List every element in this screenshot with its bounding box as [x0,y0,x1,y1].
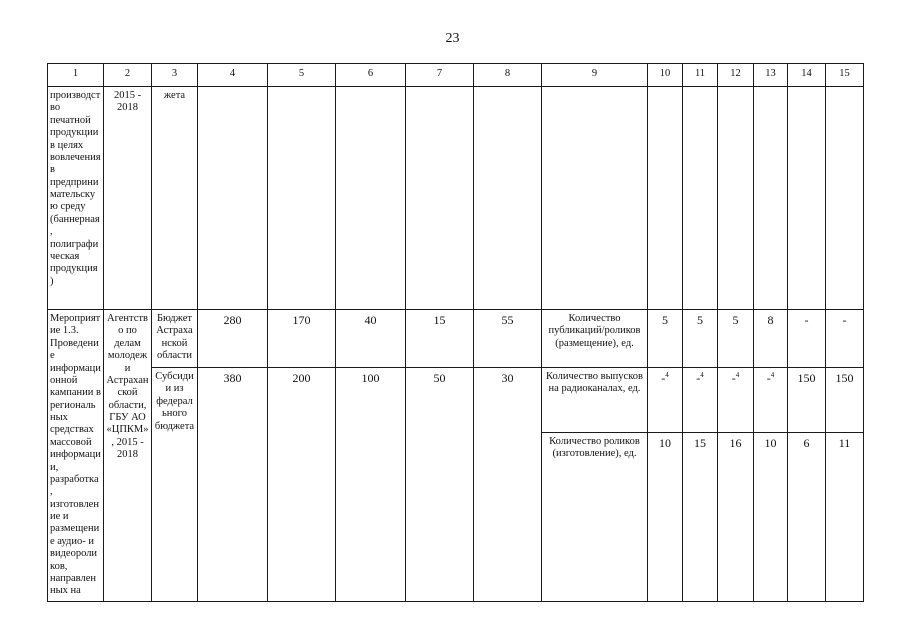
header-cell: 9 [542,64,648,87]
header-cell: 2 [104,64,152,87]
indicator-value-cell: 10 [648,432,683,601]
header-cell: 6 [336,64,406,87]
empty-cell [648,87,683,310]
value-cell: 15 [406,310,474,368]
table-row [48,87,864,310]
indicator-value-cell: 5 [718,310,754,368]
empty-cell [718,87,754,310]
indicator-name-cell: Количество выпусков на радиоканалах, ед. [542,368,648,433]
header-cell: 8 [474,64,542,87]
executor-period-cell: 2015 - 2018 [104,87,152,310]
indicator-name-cell: Количество роликов (изготовление), ед. [542,432,648,601]
footnote-mark: 4 [770,371,775,379]
header-cell: 3 [152,64,198,87]
indicator-value-cell: 15 [683,432,718,601]
value-cell: 170 [268,310,336,368]
footnote-mark: 4 [735,371,740,379]
indicator-value-cell [754,368,788,433]
indicator-value-cell: 10 [754,432,788,601]
data-table [47,63,864,602]
value-cell: 50 [406,368,474,602]
event-description-cell: Мероприятие 1.3. Проведение информационной кампании в региональных средствах массовой информации, разработка, изготовление и размещение аудио- и видеороликов, направленных на [48,310,104,602]
header-cell: 10 [648,64,683,87]
indicator-name-cell: Количество публикаций/роликов (размещение), ед. [542,310,648,368]
empty-cell [788,87,826,310]
page-number: 23 [445,31,460,46]
empty-cell [683,87,718,310]
event-description-cell: производство печатной продукции в целях вовлечения в предпринимательскую среду (баннерная, полиграфическая продукция) [48,87,104,310]
header-row [48,64,864,87]
value-cell: 280 [198,310,268,368]
dash-value: - [731,371,736,385]
indicator-value-cell: 6 [788,432,826,601]
value-cell: 100 [336,368,406,602]
funding-source-cell: Субсидии из федерального бюджета [152,368,198,602]
footnote-mark: 4 [700,371,704,379]
indicator-value-cell: 150 [788,368,826,433]
indicator-value-cell [683,368,718,433]
empty-cell [406,87,474,310]
indicator-value-cell [648,368,683,433]
header-cell: 13 [754,64,788,87]
empty-cell [474,87,542,310]
empty-cell [198,87,268,310]
funding-source-cell: жета [152,87,198,310]
value-cell: 380 [198,368,268,602]
table-row [48,368,864,433]
header-cell: 7 [406,64,474,87]
value-cell: 30 [474,368,542,602]
indicator-value-cell: - [788,310,826,368]
header-cell: 1 [48,64,104,87]
indicator-value-cell: 5 [648,310,683,368]
value-cell: 40 [336,310,406,368]
header-cell: 4 [198,64,268,87]
dash-value: - [696,371,701,385]
header-cell: 12 [718,64,754,87]
dash-value: - [661,371,666,385]
funding-source-cell: Бюджет Астраханской области [152,310,198,368]
indicator-value-cell: 8 [754,310,788,368]
footnote-mark: 4 [665,371,669,379]
indicator-value-cell: 150 [826,368,864,433]
value-cell: 200 [268,368,336,602]
indicator-value-cell: 5 [683,310,718,368]
header-cell: 11 [683,64,718,87]
value-cell: 55 [474,310,542,368]
empty-cell [754,87,788,310]
executor-period-cell: Агентство по делам молодежи Астраханской области, ГБУ АО «ЦПКМ», 2015 - 2018 [104,310,152,602]
header-cell: 14 [788,64,826,87]
empty-cell [336,87,406,310]
empty-cell [542,87,648,310]
indicator-value-cell: - [826,310,864,368]
empty-cell [268,87,336,310]
indicator-value-cell: 11 [826,432,864,601]
table-row [48,310,864,368]
empty-cell [826,87,864,310]
header-cell: 15 [826,64,864,87]
dash-value: - [766,371,771,385]
indicator-value-cell: 16 [718,432,754,601]
header-cell: 5 [268,64,336,87]
indicator-value-cell [718,368,754,433]
